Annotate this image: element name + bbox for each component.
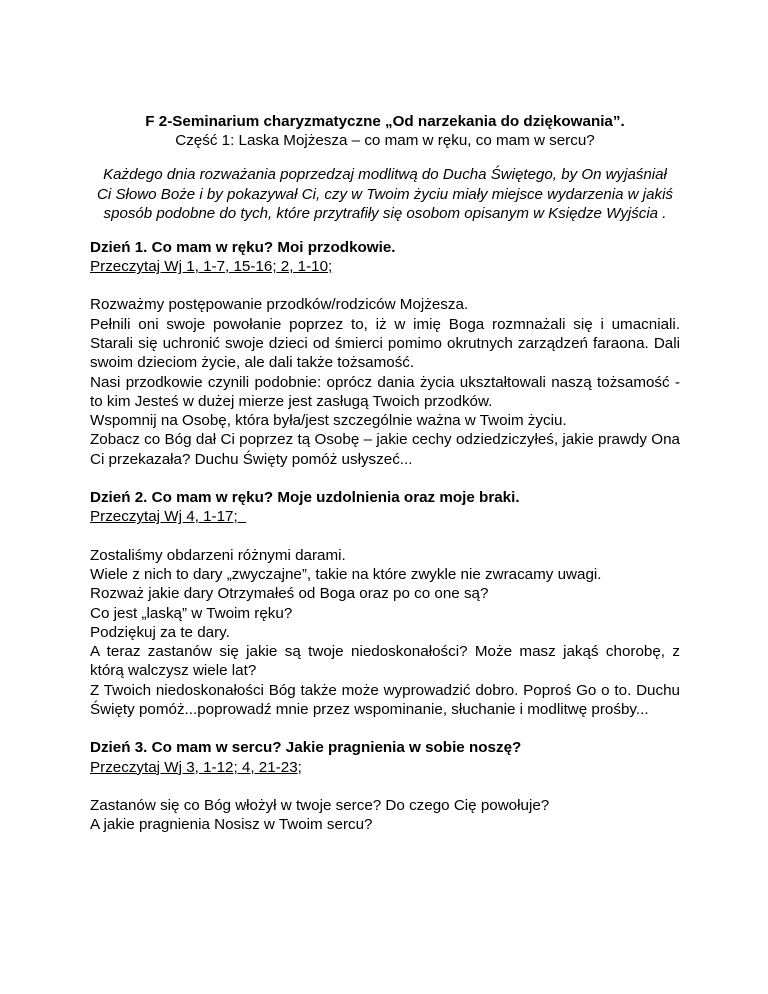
day-1-title: Dzień 1. Co mam w ręku? Moi przodkowie. xyxy=(90,238,396,256)
day-1-paragraph: Pełnili oni swoje powołanie poprzez to, iż w imię Boga rozmnażali się i umacniali. Starali się uchronić swoje dzieci od śmierci pomimo okrutnych zarządzeń faraona. Dali swoim dzieciom życie, ale dali także tożsamość. xyxy=(90,315,680,372)
day-1-paragraph: Wspomnij na Osobę, która była/jest szczególnie ważna w Twoim życiu. xyxy=(90,412,567,430)
document-header xyxy=(90,112,680,150)
day-3-section xyxy=(90,738,680,834)
document-title: F 2-Seminarium charyzmatyczne „Od narzekania do dziękowania”. xyxy=(145,113,625,130)
day-1-body xyxy=(90,295,680,469)
day-2-reading: Przeczytaj Wj 4, 1-17; xyxy=(90,508,247,526)
day-3-paragraph: A jakie pragnienia Nosisz w Twoim sercu? xyxy=(90,816,373,834)
day-3-reading: Przeczytaj Wj 3, 1-12; 4, 21-23; xyxy=(90,758,302,776)
document-page xyxy=(90,112,680,835)
day-2-body xyxy=(90,546,680,720)
day-1-paragraph: Nasi przodkowie czynili podobnie: oprócz dania życia ukształtowali naszą tożsamość - to kim Jesteś w dużej mierze jest zasługą Twoich przodków. xyxy=(90,373,680,410)
intro-paragraph: Każdego dnia rozważania poprzedzaj modlitwą do Ducha Świętego, by On wyjaśniał Ci Słowo Boże i by pokazywał Ci, czy w Twoim życiu miały miejsce wydarzenia w jakiś sposób podobne do tych, które przytrafiły się osobom opisanym w Księdze Wyjścia . xyxy=(97,166,673,223)
day-2-paragraph: Rozważ jakie dary Otrzymałeś od Boga oraz po co one są? xyxy=(90,585,489,603)
day-1-paragraph: Zobacz co Bóg dał Ci poprzez tą Osobę – jakie cechy odziedziczyłeś, jakie prawdy Ona Ci przekazała? Duchu Święty pomóż usłyszeć... xyxy=(90,431,680,468)
day-3-body xyxy=(90,796,680,835)
day-1-reading: Przeczytaj Wj 1, 1-7, 15-16; 2, 1-10; xyxy=(90,258,333,276)
day-2-paragraph: Z Twoich niedoskonałości Bóg także może wyprowadzić dobro. Poproś Go o to. Duchu Święty pomóż...poprowadź mnie przez wspominanie, słuchanie i modlitwę prośby... xyxy=(90,681,680,719)
day-1-paragraph: Rozważmy postępowanie przodków/rodziców Mojżesza. xyxy=(90,296,469,314)
day-3-title: Dzień 3. Co mam w sercu? Jakie pragnienia w sobie noszę? xyxy=(90,739,522,757)
day-2-paragraph: A teraz zastanów się jakie są twoje niedoskonałości? Może masz jakąś chorobę, z którą walczysz wiele lat? xyxy=(90,643,680,680)
day-2-section xyxy=(90,488,680,719)
day-2-paragraph: Co jest „laską” w Twoim ręku? xyxy=(90,604,293,622)
day-1-section xyxy=(90,238,680,469)
document-subtitle: Część 1: Laska Mojżesza – co mam w ręku, co mam w sercu? xyxy=(175,132,595,149)
day-3-paragraph: Zastanów się co Bóg włożył w twoje serce? Do czego Cię powołuje? xyxy=(90,796,550,814)
day-2-paragraph: Wiele z nich to dary „zwyczajne”, takie na które zwykle nie zwracamy uwagi. xyxy=(90,565,602,583)
day-2-paragraph: Zostaliśmy obdarzeni różnymi darami. xyxy=(90,546,346,564)
day-2-title: Dzień 2. Co mam w ręku? Moje uzdolnienia oraz moje braki. xyxy=(90,489,520,507)
day-2-paragraph: Podziękuj za te dary. xyxy=(90,623,230,641)
